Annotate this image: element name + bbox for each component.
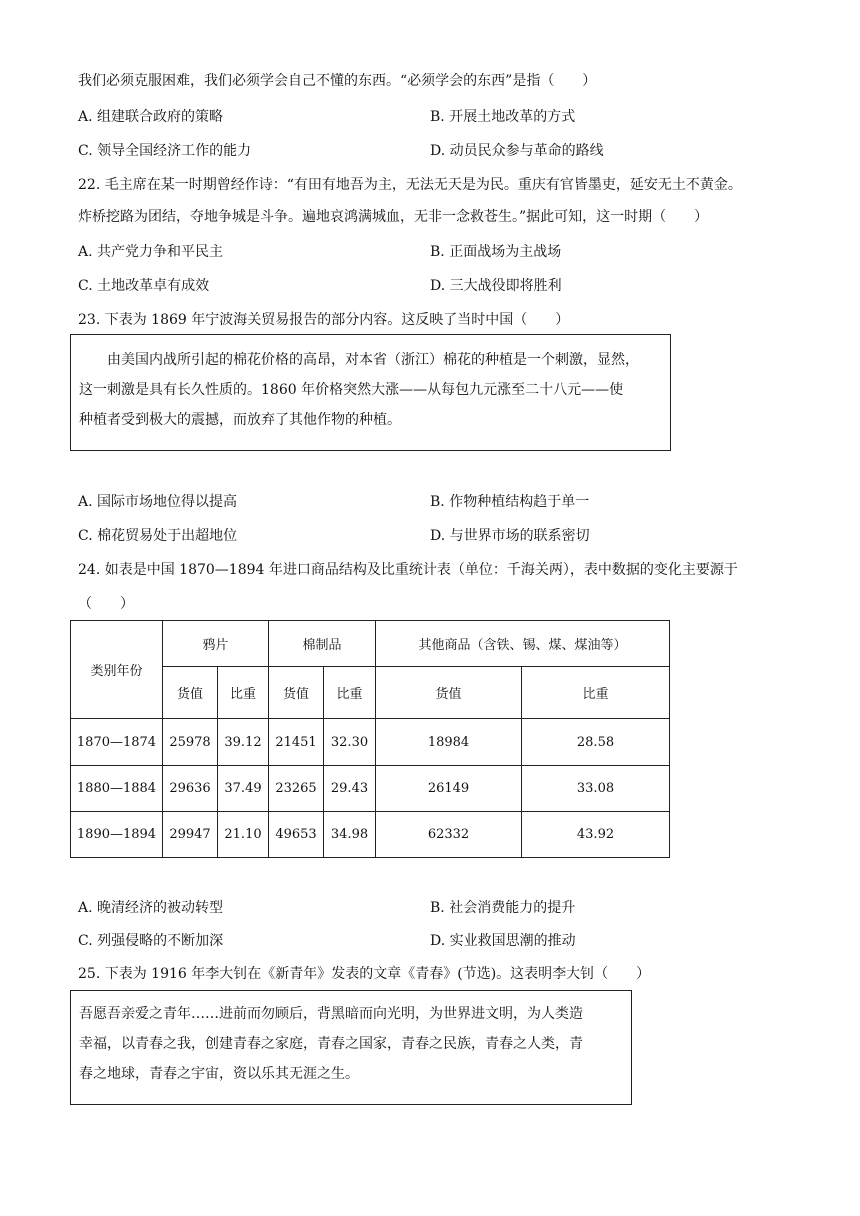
table-subheader: 货值 — [269, 667, 324, 719]
q24-option-c: C. 列强侵略的不断加深 — [78, 933, 224, 949]
table-group-other: 其他商品（含铁、锡、煤、煤油等） — [376, 621, 670, 667]
table-subheader: 货值 — [376, 667, 522, 719]
table-cell: 29947 — [163, 812, 218, 858]
table-cell: 49653 — [269, 812, 324, 858]
import-structure-table — [70, 620, 670, 858]
q23-material-line1: 由美国内战所引起的棉花价格的高昂，对本省（浙江）棉花的种植是一个刺激，显然， — [107, 352, 639, 368]
table-cell: 28.58 — [522, 719, 670, 766]
q23-option-c: C. 棉花贸易处于出超地位 — [78, 528, 238, 544]
table-group-header-row — [71, 621, 670, 667]
q23-option-b: B. 作物种植结构趋于单一 — [430, 494, 590, 510]
table-cell: 1890—1894 — [71, 812, 163, 858]
table-cell: 62332 — [376, 812, 522, 858]
table-cell: 32.30 — [324, 719, 376, 766]
q25-material-line2: 幸福，以青春之我，创建青春之家庭，青春之国家，青春之民族，青春之人类，青 — [79, 1036, 583, 1052]
q23-option-a: A. 国际市场地位得以提高 — [78, 494, 238, 510]
q23-material-line3: 种植者受到极大的震撼，而放弃了其他作物的种植。 — [79, 412, 401, 428]
table-subheader: 比重 — [218, 667, 269, 719]
q25-material-box — [70, 990, 632, 1105]
table-cell: 29636 — [163, 766, 218, 812]
table-row — [71, 812, 670, 858]
table-cell: 39.12 — [218, 719, 269, 766]
q24-option-d: D. 实业救国思潮的推动 — [430, 933, 576, 949]
table-subheader: 比重 — [522, 667, 670, 719]
table-cell: 18984 — [376, 719, 522, 766]
q24-option-b: B. 社会消费能力的提升 — [430, 900, 576, 916]
table-group-cotton: 棉制品 — [269, 621, 376, 667]
table-row — [71, 719, 670, 766]
table-cell: 37.49 — [218, 766, 269, 812]
q21-option-d: D. 动员民众参与革命的路线 — [430, 143, 604, 159]
table-cell: 29.43 — [324, 766, 376, 812]
table-cell: 43.92 — [522, 812, 670, 858]
q22-option-b: B. 正面战场为主战场 — [430, 244, 562, 260]
q24-stem-line1: 24. 如表是中国 1870—1894 年进口商品结构及比重统计表（单位：千海关两），表中数据的变化主要源于 — [78, 562, 738, 578]
q22-stem-line1: 22. 毛主席在某一时期曾经作诗：“有田有地吾为主，无法无天是为民。重庆有官皆墨吏，延安无土不黄金。 — [78, 177, 742, 193]
q21-option-c: C. 领导全国经济工作的能力 — [78, 143, 252, 159]
table-cell: 23265 — [269, 766, 324, 812]
table-subheader: 比重 — [324, 667, 376, 719]
q22-option-c: C. 土地改革卓有成效 — [78, 278, 210, 294]
table-cell: 26149 — [376, 766, 522, 812]
table-cell: 25978 — [163, 719, 218, 766]
table-row — [71, 766, 670, 812]
table-corner-header: 类别年份 — [71, 621, 163, 719]
q25-stem: 25. 下表为 1916 年李大钊在《新青年》发表的文章《青春》(节选)。这表明李大钊（ ） — [78, 966, 651, 982]
q25-material-line1: 吾愿吾亲爱之青年……进前而勿顾后，背黑暗而向光明，为世界进文明，为人类造 — [79, 1006, 583, 1022]
q21-stem: 我们必须克服困难，我们必须学会自己不懂的东西。“必须学会的东西”是指（ ） — [78, 73, 597, 89]
table-cell: 33.08 — [522, 766, 670, 812]
table-cell: 21451 — [269, 719, 324, 766]
q25-material-line3: 春之地球，青春之宇宙，资以乐其无涯之生。 — [79, 1066, 359, 1082]
table-cell: 1870—1874 — [71, 719, 163, 766]
q22-option-a: A. 共产党力争和平民主 — [78, 244, 224, 260]
table-subheader: 货值 — [163, 667, 218, 719]
q22-option-d: D. 三大战役即将胜利 — [430, 278, 562, 294]
q24-stem-line2: （ ） — [78, 596, 134, 612]
table-cell: 21.10 — [218, 812, 269, 858]
table-cell: 1880—1884 — [71, 766, 163, 812]
q23-material-line2: 这一刺激是具有长久性质的。1860 年价格突然大涨——从每包九元涨至二十八元——使 — [79, 382, 624, 398]
q23-stem: 23. 下表为 1869 年宁波海关贸易报告的部分内容。这反映了当时中国（ ） — [78, 312, 570, 328]
q23-material-box — [70, 334, 671, 451]
table-group-opium: 鸦片 — [163, 621, 269, 667]
q21-option-a: A. 组建联合政府的策略 — [78, 109, 224, 125]
q23-option-d: D. 与世界市场的联系密切 — [430, 528, 590, 544]
q21-option-b: B. 开展土地改革的方式 — [430, 109, 576, 125]
q24-option-a: A. 晚清经济的被动转型 — [78, 900, 224, 916]
table-cell: 34.98 — [324, 812, 376, 858]
q22-stem-line2: 炸桥挖路为团结，夺地争城是斗争。遍地哀鸿满城血，无非一念救苍生。”据此可知，这一时期（ ） — [78, 209, 709, 225]
